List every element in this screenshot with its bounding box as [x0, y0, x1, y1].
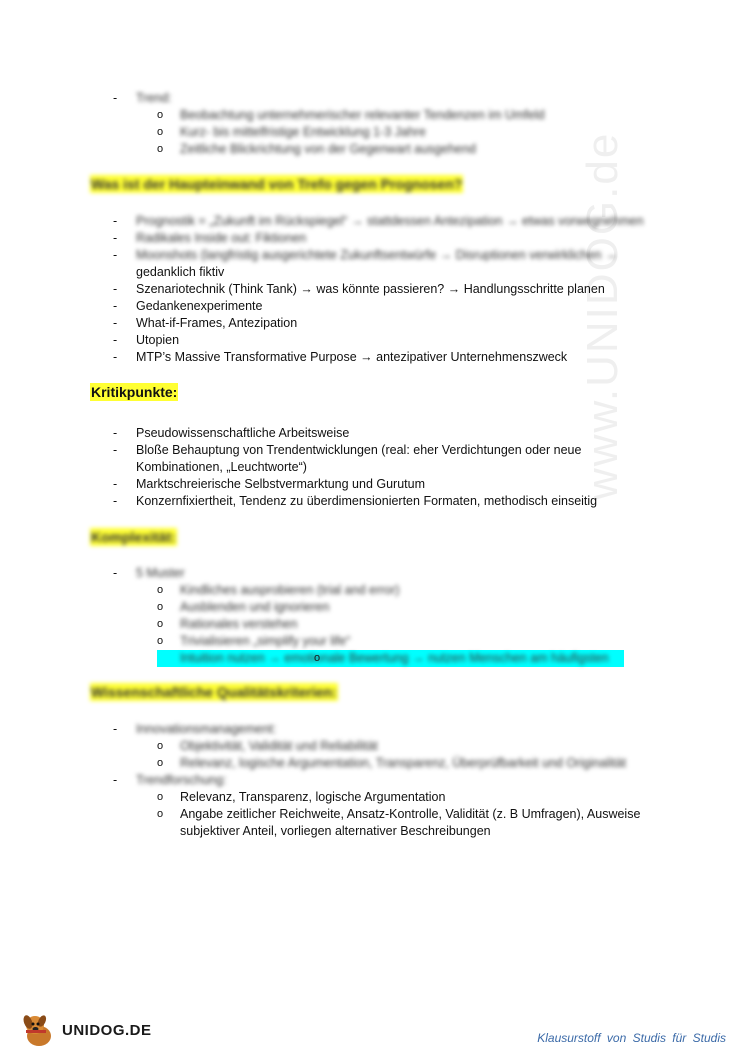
list-item-text: Trendforschung:	[136, 773, 227, 787]
unidog-logo	[22, 1010, 152, 1050]
list-item	[0, 806, 750, 823]
list-item	[0, 616, 750, 633]
list-item-text: Zeitliche Blickrichtung von der Gegenwart ausgehend	[180, 142, 477, 156]
section-komplexitaet	[0, 565, 750, 667]
qualitaet-list	[0, 721, 750, 840]
list-item-text: Rationales verstehen	[180, 617, 298, 631]
list-item-text: Prognostik = „Zukunft im Rückspiegel“ → stattdessen Antezipation → etwas vorwegnehmen	[136, 214, 644, 228]
list-item	[0, 493, 750, 510]
section-prognosen	[0, 213, 750, 366]
watermark: www.UNIDOG.de	[578, 131, 627, 500]
list-item-text: Innovationsmanagement:	[136, 722, 277, 736]
list-item-text: Szenariotechnik (Think Tank) → was könnte passieren? → Handlungsschritte planen	[136, 282, 605, 296]
list-item-text: 5 Muster	[136, 566, 185, 580]
list-item	[0, 599, 750, 616]
footer-slogan: Klausurstoff von Studis für Studis	[537, 1031, 726, 1045]
heading-qualitaetskriterien-text: Wissenschaftliche Qualitätskriterien:	[91, 684, 337, 700]
heading-haupteinwand-text: Was ist der Haupteinwand von Trefo gegen Prognosen?	[91, 176, 463, 192]
list-item	[0, 349, 750, 366]
list-item	[0, 107, 750, 124]
heading-kritikpunkte	[90, 384, 178, 400]
list-item-text: gedanklich fiktiv	[136, 265, 225, 279]
list-item-text: Bloße Behauptung von Trendentwicklungen (real: eher Verdichtungen oder neue	[136, 443, 582, 457]
section-trend	[0, 90, 750, 158]
list-item-text: Kindliches ausprobieren (trial and error)	[180, 583, 400, 597]
list-item-text: Kombinationen, „Leuchtworte“)	[136, 460, 307, 474]
list-item	[0, 738, 750, 755]
list-item	[0, 721, 750, 738]
heading-haupteinwand	[90, 176, 463, 192]
heading-kritikpunkte-text: Kritikpunkte:	[91, 384, 178, 400]
list-item	[0, 582, 750, 599]
section-qualitaet	[0, 721, 750, 840]
prognosen-list	[0, 213, 750, 366]
list-item	[0, 633, 750, 650]
list-item	[0, 332, 750, 349]
list-item	[0, 459, 750, 476]
list-item	[0, 789, 750, 806]
heading-qualitaetskriterien	[90, 684, 338, 700]
list-item-text: Relevanz, Transparenz, logische Argumentation	[180, 790, 446, 804]
list-item-text: Pseudowissenschaftliche Arbeitsweise	[136, 426, 350, 440]
list-item	[0, 772, 750, 789]
list-item	[0, 213, 750, 230]
list-item	[0, 230, 750, 247]
heading-komplexitaet	[90, 529, 177, 545]
kritik-list	[0, 425, 750, 510]
list-item-text: Trivialisieren „simplify your life“	[180, 634, 351, 648]
trend-list	[0, 90, 750, 158]
list-item-text: Objektivität, Validität und Reliabilität	[180, 739, 378, 753]
section-kritik	[0, 425, 750, 510]
heading-komplexitaet-text: Komplexität:	[91, 529, 176, 545]
list-item	[0, 755, 750, 772]
list-item	[0, 264, 750, 281]
list-item-text: Angabe zeitlicher Reichweite, Ansatz-Kontrolle, Validität (z. B Umfragen), Ausweise	[180, 807, 641, 821]
dog-icon	[22, 1012, 56, 1048]
list-item	[0, 476, 750, 493]
list-item-text: Ausblenden und ignorieren	[180, 600, 330, 614]
list-item	[0, 442, 750, 459]
list-item-text: Trend:	[136, 91, 172, 105]
list-item-text: Beobachtung unternehmerischer relevanter Tendenzen im Umfeld	[180, 108, 545, 122]
komplexitaet-list	[0, 565, 750, 667]
list-item	[0, 315, 750, 332]
list-item-text: Konzernfixiertheit, Tendenz zu überdimensionierten Formaten, methodisch einseitig	[136, 494, 598, 508]
list-item	[0, 141, 750, 158]
list-item-text: subjektiver Anteil, vorliegen alternativer Beschreibungen	[180, 824, 491, 838]
list-item	[0, 565, 750, 582]
list-item	[0, 281, 750, 298]
list-item	[0, 425, 750, 442]
list-item-text: Kurz- bis mittelfristige Entwicklung 1-3 Jahre	[180, 125, 426, 139]
list-item-text: MTP’s Massive Transformative Purpose → antezipativer Unternehmenszweck	[136, 350, 568, 364]
list-item	[0, 247, 750, 264]
list-item	[157, 650, 624, 667]
list-item	[0, 298, 750, 315]
list-item-text: Gedankenexperimente	[136, 299, 263, 313]
list-item-text: Marktschreierische Selbstvermarktung und Gurutum	[136, 477, 426, 491]
logo-text: UNIDOG.DE	[62, 1021, 152, 1039]
list-item-text: Moonshots (langfristig ausgerichtete Zukunftsentwürfe → Disruptionen verwirklichen →	[136, 248, 618, 262]
list-item-text: Radikales Inside out: Fiktionen	[136, 231, 307, 245]
list-item	[0, 823, 750, 840]
list-item-text: Utopien	[136, 333, 180, 347]
list-item-text: What-if-Frames, Antezipation	[136, 316, 298, 330]
list-item	[0, 124, 750, 141]
list-item-text: Intuition nutzen → emotionale Bewertung → nutzen Menschen am häufigsten	[180, 651, 609, 665]
list-item-text: Relevanz, logische Argumentation, Transparenz, Überprüfbarkeit und Originalität	[180, 756, 627, 770]
list-item	[0, 90, 750, 107]
